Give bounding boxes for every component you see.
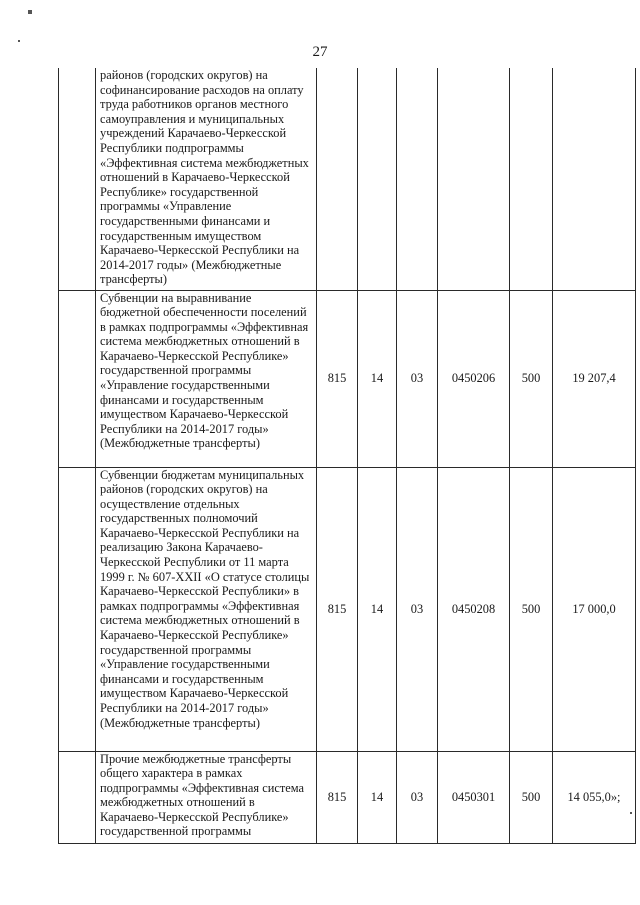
subsection-code: 03: [397, 751, 438, 843]
amount: 19 207,4: [553, 290, 636, 467]
row-marker-cell: [59, 751, 96, 843]
expense-type-code: 500: [510, 467, 553, 751]
expense-type-code: 500: [510, 751, 553, 843]
scan-speck: [28, 10, 32, 14]
row-marker-cell: [59, 467, 96, 751]
target-article-code: 0450206: [438, 290, 510, 467]
page-number: 27: [312, 44, 328, 60]
target-article-code: 0450208: [438, 467, 510, 751]
table-row: [59, 751, 636, 843]
table-row: [59, 290, 636, 467]
target-article-code: [438, 68, 510, 290]
budget-table: [58, 68, 636, 844]
row-description: Субвенции бюджетам муниципальных районов (городских округов) на осуществление отдельных государственных полномочий Карачаево-Черкесской Республики на реализацию Закона Карачаево-Черкесской Республики от 11 марта 1999 г. № 607-XXII «О статусе столицы Карачаево-Черкесской Республики» в рамках подпрограммы «Эффективная система межбюджетных отношений в Карачаево-Черкесской Республике» государственной программы «Управление государственными финансами и государственным имуществом Карачаево-Черкесской Республики на 2014-2017 годы» (Межбюджетные трансферты): [96, 467, 317, 751]
ministry-code: 815: [317, 290, 358, 467]
row-description: Субвенции на выравнивание бюджетной обеспеченности поселений в рамках подпрограммы «Эффективная система межбюджетных отношений в Карачаево-Черкесской Республике» государственной программы «Управление государственными финансами и государственным имуществом Карачаево-Черкесской Республики на 2014-2017 годы» (Межбюджетные трансферты): [96, 290, 317, 467]
subsection-code: 03: [397, 290, 438, 467]
scan-speck: [630, 812, 632, 814]
ministry-code: [317, 68, 358, 290]
subsection-code: [397, 68, 438, 290]
section-code: 14: [358, 290, 397, 467]
target-article-code: 0450301: [438, 751, 510, 843]
row-description: Прочие межбюджетные трансферты общего характера в рамках подпрограммы «Эффективная система межбюджетных отношений в Карачаево-Черкесской Республике» государственной программы: [96, 751, 317, 843]
amount: [553, 68, 636, 290]
row-marker-cell: [59, 68, 96, 290]
scan-speck: [18, 40, 20, 42]
ministry-code: 815: [317, 751, 358, 843]
table-row: [59, 467, 636, 751]
section-code: 14: [358, 467, 397, 751]
section-code: [358, 68, 397, 290]
table-row: [59, 68, 636, 290]
expense-type-code: 500: [510, 290, 553, 467]
expense-type-code: [510, 68, 553, 290]
row-marker-cell: [59, 290, 96, 467]
row-description: районов (городских округов) на софинансирование расходов на оплату труда работников органов местного самоуправления и муниципальных учреждений Карачаево-Черкесской Республики подпрограммы «Эффективная система межбюджетных отношений в Карачаево-Черкесской Республике» государственной программы «Управление государственными финансами и государственным имуществом Карачаево-Черкесской Республики на 2014-2017 годы» (Межбюджетные трансферты): [96, 68, 317, 290]
subsection-code: 03: [397, 467, 438, 751]
section-code: 14: [358, 751, 397, 843]
amount: 14 055,0»;: [553, 751, 636, 843]
amount: 17 000,0: [553, 467, 636, 751]
ministry-code: 815: [317, 467, 358, 751]
